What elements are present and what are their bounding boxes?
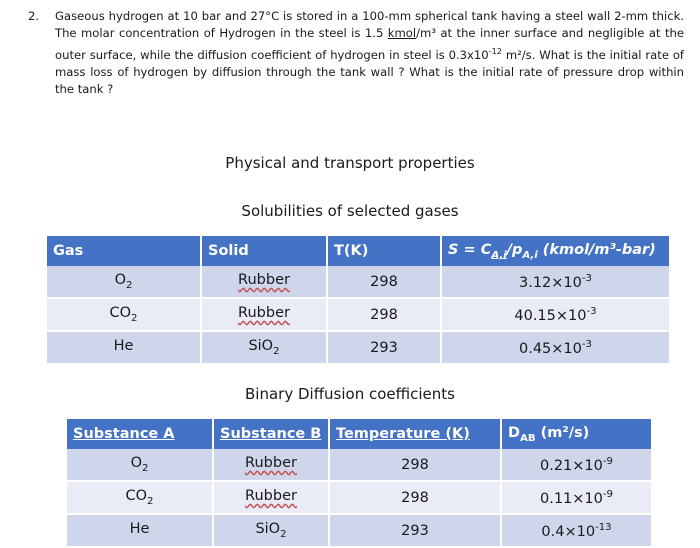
problem-number: 2. bbox=[28, 9, 40, 23]
solid-cell: SiO$_2$ bbox=[201, 331, 327, 364]
substance-a-cell: $CO_2$ bbox=[67, 481, 213, 514]
problem-text-part-b: /m³ at the inner surface and negligible at the outer surface, while the diffusion coefficient of hydrogen in steel is 0.3x10 bbox=[55, 26, 684, 62]
substance-a-cell: He bbox=[67, 514, 213, 547]
gas-cell: $O_2$ bbox=[47, 266, 201, 298]
table-row bbox=[67, 481, 651, 514]
problem-unit-kmol: kmol bbox=[387, 26, 417, 41]
problem-text bbox=[55, 8, 684, 99]
problem-text-part-a: Gaseous hydrogen at 10 bar and 27°C is stored in a 100-mm spherical tank having a steel wall 2-mm thick. The molar concentration of Hydrogen in the steel is 1.5 bbox=[55, 9, 684, 41]
diffusion-header-row bbox=[67, 419, 651, 449]
diffusivity-cell: $0.21\times 10^{-9}$ bbox=[501, 449, 651, 481]
temperature-cell: 298 bbox=[329, 481, 501, 514]
header-diffusivity: $D_{AB}$ (m²/s) bbox=[501, 419, 651, 449]
table-row bbox=[47, 266, 669, 298]
header-temperature: Temperature (K) bbox=[329, 419, 501, 449]
table-row bbox=[67, 449, 651, 481]
temperature-cell: 293 bbox=[329, 514, 501, 547]
substance-b-cell: SiO$_2$ bbox=[213, 514, 329, 547]
temperature-cell: 298 bbox=[329, 449, 501, 481]
solubility-table bbox=[47, 236, 669, 365]
section-title: Physical and transport properties bbox=[225, 154, 475, 172]
table-row bbox=[47, 331, 669, 364]
substance-b-cell: Rubber bbox=[213, 481, 329, 514]
header-gas: Gas bbox=[47, 236, 201, 266]
table-row bbox=[67, 514, 651, 547]
problem-exponent: -12 bbox=[488, 45, 502, 56]
table-row bbox=[47, 298, 669, 331]
diffusivity-cell: $0.4\times 10^{-13}$ bbox=[501, 514, 651, 547]
diffusivity-cell: $0.11\times 10^{-9}$ bbox=[501, 481, 651, 514]
problem-text-part-c: m²/s. What is the initial rate of mass loss of hydrogen by diffusion through the tank wall ? What is the initial rate of pressure drop within the tank ? bbox=[55, 47, 684, 97]
substance-a-cell: $O_2$ bbox=[67, 449, 213, 481]
solid-cell: Rubber bbox=[201, 266, 327, 298]
gas-cell: $CO_2$ bbox=[47, 298, 201, 331]
substance-b-cell: Rubber bbox=[213, 449, 329, 481]
header-temperature: T(K) bbox=[327, 236, 441, 266]
temperature-cell: 293 bbox=[327, 331, 441, 364]
diffusion-table bbox=[67, 419, 651, 548]
diffusion-table-title: Binary Diffusion coefficients bbox=[245, 385, 455, 403]
temperature-cell: 298 bbox=[327, 298, 441, 331]
header-solubility: $S = C_{A,i}/p_{A,i}$ (kmol/m³-bar) bbox=[441, 236, 669, 266]
gas-cell: He bbox=[47, 331, 201, 364]
solubility-table-title: Solubilities of selected gases bbox=[241, 202, 459, 220]
solid-cell: Rubber bbox=[201, 298, 327, 331]
temperature-cell: 298 bbox=[327, 266, 441, 298]
solubility-cell: $3.12\times 10^{-3}$ bbox=[441, 266, 669, 298]
header-substance-a: Substance A bbox=[67, 419, 213, 449]
header-solid: Solid bbox=[201, 236, 327, 266]
solubility-cell: $40.15\times 10^{-3}$ bbox=[441, 298, 669, 331]
solubility-header-row bbox=[47, 236, 669, 266]
problem-statement bbox=[22, 8, 684, 99]
solubility-cell: $0.45\times 10^{-3}$ bbox=[441, 331, 669, 364]
header-substance-b: Substance B bbox=[213, 419, 329, 449]
